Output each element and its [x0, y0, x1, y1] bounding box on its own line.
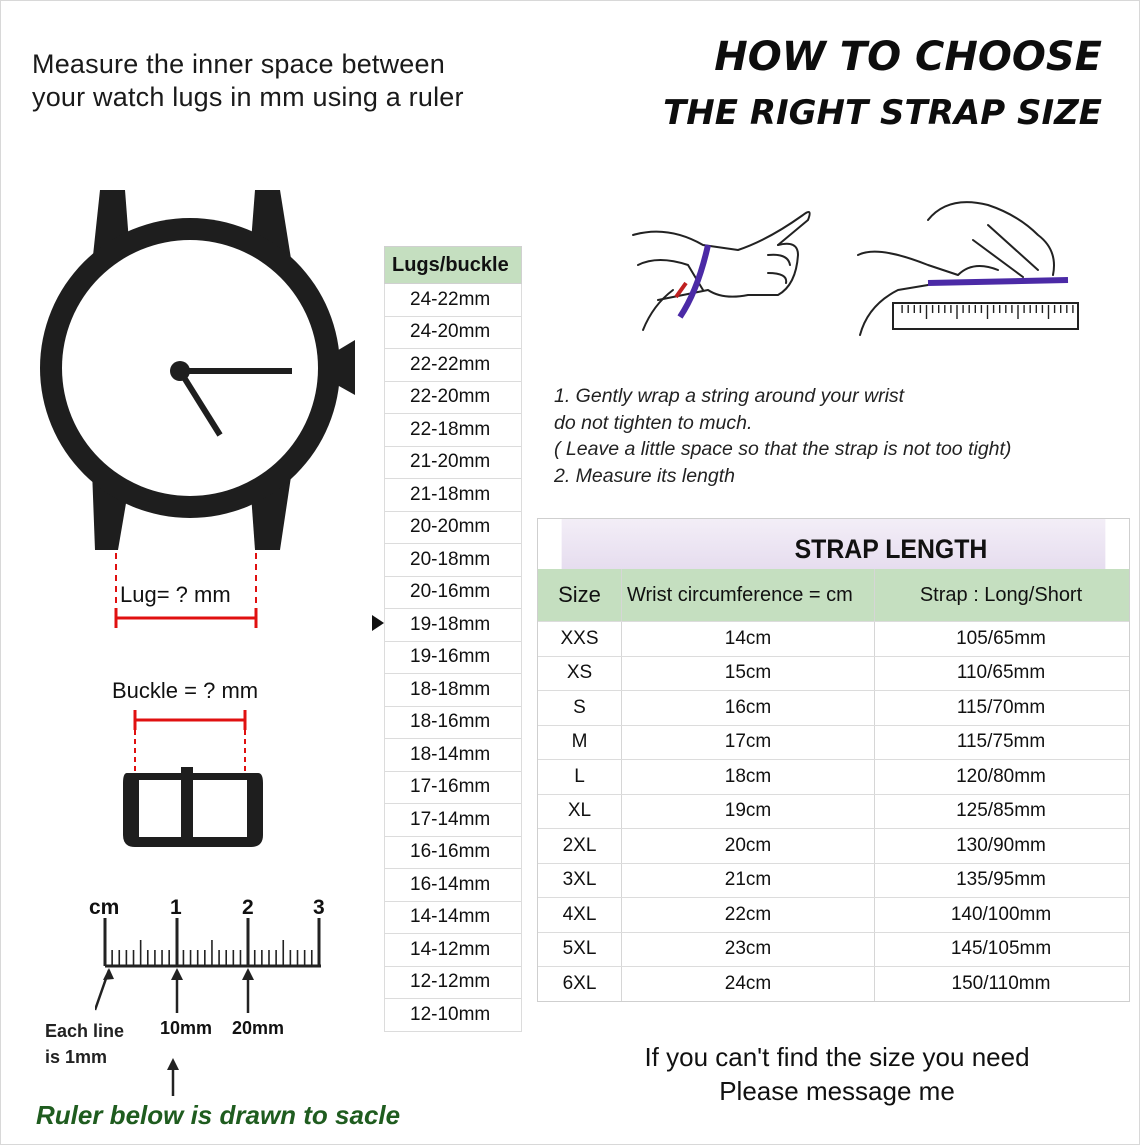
- step-line-1: 1. Gently wrap a string around your wrist: [554, 385, 905, 407]
- strap-table-row: [538, 863, 1129, 898]
- wrist-cell: 21cm: [622, 864, 875, 898]
- size-cell: S: [538, 691, 622, 725]
- strap-table-row: [538, 725, 1129, 760]
- lugs-row: 16-14mm: [384, 869, 522, 902]
- lugs-row: 17-14mm: [384, 804, 522, 837]
- step-line-3: ( Leave a little space so that the strap is not too tight): [554, 438, 1012, 460]
- wrist-cell: 22cm: [622, 898, 875, 932]
- lugs-table-header: Lugs/buckle: [384, 246, 522, 284]
- lugs-row: 12-12mm: [384, 967, 522, 1000]
- size-cell: L: [538, 760, 622, 794]
- strap-cell: 125/85mm: [956, 800, 1046, 822]
- size-cell: 4XL: [538, 898, 622, 932]
- wrist-cell: 18cm: [622, 760, 875, 794]
- up-arrow-icon: [165, 1058, 181, 1098]
- each-line-text-1: Each line: [45, 1021, 125, 1041]
- strap-table-title: STRAP LENGTH: [562, 519, 1106, 569]
- lugs-row: 22-22mm: [384, 349, 522, 382]
- wrist-cell: 16cm: [622, 691, 875, 725]
- header-size: Size: [538, 569, 622, 621]
- ruler-tick-2: 2: [242, 896, 254, 919]
- buckle-icon: [115, 705, 275, 855]
- each-line-note: [45, 1018, 124, 1070]
- header-wrist: Wrist circumference = cm: [622, 569, 875, 621]
- wrist-cell: 15cm: [622, 657, 875, 691]
- lugs-row: 21-18mm: [384, 479, 522, 512]
- lugs-row: 20-20mm: [384, 512, 522, 545]
- lugs-row: 22-20mm: [384, 382, 522, 415]
- strap-table-row: [538, 966, 1129, 1001]
- ruler-tick-3: 3: [313, 896, 325, 919]
- strap-cell: 140/100mm: [950, 903, 1052, 925]
- footer-line-1: If you can't find the size you need: [644, 1042, 1030, 1072]
- strap-cell: 150/110mm: [951, 972, 1051, 994]
- intro-line-1: Measure the inner space between: [32, 49, 445, 79]
- lugs-row: 18-14mm: [384, 739, 522, 772]
- size-cell: XL: [538, 795, 622, 829]
- strap-cell: 115/70mm: [956, 696, 1046, 718]
- watch-icon: [30, 185, 370, 635]
- strap-table-row: [538, 759, 1129, 794]
- strap-table-row: [538, 621, 1129, 656]
- step-line-2: do not tighten to much.: [554, 411, 753, 434]
- strap-cell: 135/95mm: [956, 869, 1046, 891]
- wrist-cell: 24cm: [622, 967, 875, 1001]
- lugs-buckle-table: [384, 246, 522, 1032]
- header-strap: Strap : Long/Short: [919, 583, 1083, 606]
- title-line-1: HOW TO CHOOSE: [714, 34, 1102, 80]
- lugs-row: 14-14mm: [384, 902, 522, 935]
- size-cell: 3XL: [538, 864, 622, 898]
- lugs-row: 12-10mm: [384, 999, 522, 1032]
- strap-table-header: [538, 569, 1129, 621]
- strap-table-row: [538, 932, 1129, 967]
- size-cell: 2XL: [538, 829, 622, 863]
- lugs-row: 19-18mm: [384, 609, 522, 642]
- lugs-row: 21-20mm: [384, 447, 522, 480]
- wrist-cell: 23cm: [622, 933, 875, 967]
- lug-label: Lug= ? mm: [120, 582, 231, 607]
- footer-line-2: Please message me: [719, 1076, 955, 1106]
- size-cell: M: [538, 726, 622, 760]
- lugs-row: 17-16mm: [384, 772, 522, 805]
- lugs-row: 24-22mm: [384, 284, 522, 317]
- label-20mm: 20mm: [232, 1018, 285, 1038]
- wrist-cell: 20cm: [622, 829, 875, 863]
- label-10mm: 10mm: [160, 1018, 213, 1038]
- lugs-row: 24-20mm: [384, 317, 522, 350]
- strap-length-table: [537, 518, 1130, 1002]
- size-cell: 6XL: [538, 967, 622, 1001]
- strap-table-row: [538, 897, 1129, 932]
- wrist-cell: 17cm: [622, 726, 875, 760]
- intro-line-2: your watch lugs in mm using a ruler: [32, 82, 464, 112]
- strap-table-row: [538, 828, 1129, 863]
- step-line-4: 2. Measure its length: [554, 464, 736, 487]
- wrist-measure-illustration-icon: [628, 195, 1088, 345]
- size-cell: XXS: [538, 622, 622, 656]
- lugs-row: 20-18mm: [384, 544, 522, 577]
- strap-cell: 110/65mm: [956, 662, 1046, 684]
- each-line-text-2: is 1mm: [45, 1047, 108, 1067]
- lugs-row: 16-16mm: [384, 837, 522, 870]
- strap-cell: 130/90mm: [956, 834, 1046, 856]
- strap-cell: 115/75mm: [956, 731, 1046, 753]
- lugs-row: 18-18mm: [384, 674, 522, 707]
- intro-text: [32, 48, 464, 114]
- lugs-row: 19-16mm: [384, 642, 522, 675]
- strap-cell: 105/65mm: [956, 627, 1046, 649]
- footer-message: [582, 1040, 1092, 1108]
- strap-table-row: [538, 690, 1129, 725]
- strap-cell: 145/105mm: [950, 938, 1052, 960]
- lugs-row: 18-16mm: [384, 707, 522, 740]
- ruler-tick-1: 1: [170, 896, 182, 919]
- wrist-cell: 19cm: [622, 795, 875, 829]
- strap-table-row: [538, 794, 1129, 829]
- ruler-scale-note: Ruler below is drawn to sacle: [36, 1100, 401, 1130]
- ruler-unit-label: cm: [89, 896, 120, 919]
- size-cell: 5XL: [538, 933, 622, 967]
- measurement-steps: [554, 383, 1011, 489]
- strap-table-row: [538, 656, 1129, 691]
- lugs-row: 20-16mm: [384, 577, 522, 610]
- lugs-row: 22-18mm: [384, 414, 522, 447]
- title-line-2: THE RIGHT STRAP SIZE: [663, 93, 1102, 133]
- buckle-label: Buckle = ? mm: [112, 678, 259, 703]
- wrist-cell: 14cm: [622, 622, 875, 656]
- row-pointer-icon: [372, 615, 384, 631]
- lugs-row: 14-12mm: [384, 934, 522, 967]
- size-cell: XS: [538, 657, 622, 691]
- ruler-icon: [95, 918, 335, 1018]
- strap-cell: 120/80mm: [956, 765, 1046, 787]
